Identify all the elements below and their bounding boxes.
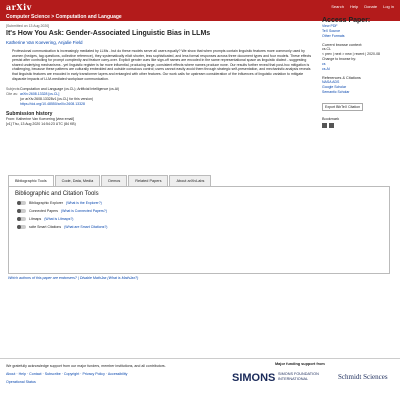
abstract: Professional communication is increasingly mediated by LLMs - but do these models serve all users equally? We show that when prompts contain linguistic features more commonly used by women (hedges, tag questions, collective reference), they systematically elicit shorter, less sophisticated, and less formal responses across three document types and four models. These effects persist after controlling for prompt complexity and feature carry-over. Explicit gender cues like sign-off names are encoded in the same representational space as linguistic dialect - suggesting shared underlying mechanisms - yet linguistic register is far more influential, producing large, consistent effects where names produce none. Our results further reveal that post-hoc mitigation is challenging, because these patterns are culturally embedded and outside conscious control; users cannot easily avoid them through strategic self-presentation, and mechanistic analysis reveals that linguistic features are encoded in early transformer layers and entangled with other features. Our work calls for upstream consideration of the influences of linguistic variation to mitigate disparate impacts of LLM-mediated workplace communication.	[12, 49, 312, 81]
paper-title: It's How You Ask: Gender-Associated Linguistic Bias in LLMs	[6, 30, 211, 37]
tool-hint[interactable]: (What are Smart Citations?)	[64, 225, 108, 229]
tool-scite	[17, 225, 381, 229]
browse-context-label: Current browse context:	[322, 43, 363, 47]
export-bibtex-button[interactable]: Export BibTeX Citation	[322, 103, 363, 111]
footer-left	[6, 362, 236, 386]
footer-links[interactable]: About · Help · Contact · Subscribe · Copyright · Privacy Policy · Accessibility	[6, 372, 128, 376]
tools-title: Bibliographic and Citation Tools	[15, 191, 99, 197]
ref-google-scholar[interactable]: Google Scholar	[322, 85, 347, 89]
search-link[interactable]: Search	[331, 4, 344, 9]
tool-connected-papers	[17, 209, 381, 213]
cite-arxiv-link[interactable]: arXiv:2608.13328 [cs.CL]	[20, 92, 60, 97]
history-title: Submission history	[6, 111, 53, 118]
tools-panel	[8, 186, 390, 274]
browse-context: cs.CL	[322, 47, 331, 51]
share-icon[interactable]	[329, 123, 334, 128]
access-paper-title: Access Paper:	[322, 17, 371, 24]
login-link[interactable]: Log in	[383, 4, 394, 9]
cite-label: Cite as:	[6, 92, 18, 97]
tab-code-data-media[interactable]: Code, Data, Media	[55, 175, 101, 186]
subjects-label: Subjects:	[6, 87, 21, 92]
tool-hint[interactable]: (What is Litmaps?)	[44, 217, 74, 221]
paper-main	[6, 24, 316, 126]
metadata-table	[6, 87, 316, 107]
footer-divider	[0, 358, 400, 359]
schmidt-sciences-logo: Schmidt Sciences	[338, 373, 388, 381]
tool-hint[interactable]: (What is Connected Papers?)	[61, 209, 107, 213]
labs-tabs	[8, 175, 211, 186]
paper-authors[interactable]: Katherine Van Koevering, Anjalie Field	[6, 40, 83, 45]
toggle-switch[interactable]	[17, 225, 26, 229]
tool-label: Bibliographic Explorer	[29, 201, 64, 205]
cite-version[interactable]: (or arXiv:2608.13328v1 [cs.CL] for this version)	[20, 97, 94, 102]
tool-hint[interactable]: (What is the Explorer?)	[66, 201, 102, 205]
arxiv-logo[interactable]: arXiv	[6, 1, 32, 12]
header-actions	[331, 4, 394, 9]
simons-foundation-logo: SIMONS FOUNDATION INTERNATIONAL	[278, 372, 319, 381]
endorsers-link[interactable]: Which authors of this paper are endorsers? | Disable MathJax (What is MathJax?)	[8, 276, 139, 280]
tool-bibliographic-explorer	[17, 201, 381, 205]
operational-status-link[interactable]: Operational Status	[6, 380, 36, 384]
major-funding-label: Major funding support from	[275, 362, 325, 366]
help-link[interactable]: Help	[349, 4, 359, 9]
donate-link[interactable]: Donate	[364, 4, 378, 9]
browse-cs-ai[interactable]: cs.AI	[322, 67, 330, 71]
doi-link[interactable]: https://doi.org/10.48550/arXiv.2608.13328	[20, 102, 85, 107]
subjects-value: Computation and Language (cs.CL); Artificial Intelligence (cs.AI)	[20, 87, 120, 92]
tool-label: Connected Papers	[29, 209, 58, 213]
top-bar	[0, 0, 400, 13]
footer-thanks: We gratefully acknowledge support from our major funders, member institutions, and all contributors.	[6, 364, 166, 368]
toggle-switch[interactable]	[17, 209, 26, 213]
browse-cs[interactable]: cs	[322, 62, 326, 66]
access-links	[322, 24, 396, 39]
refs-title: References & Citations	[322, 76, 361, 80]
breadcrumb[interactable]: Computer Science > Computation and Language	[6, 14, 122, 20]
toggle-switch[interactable]	[17, 201, 26, 205]
tab-related-papers[interactable]: Related Papers	[128, 175, 168, 186]
bookmark-icon[interactable]	[322, 123, 327, 128]
change-browse-label: Change to browse by:	[322, 57, 357, 61]
tab-about-arxivlabs[interactable]: About arXivLabs	[169, 175, 211, 186]
ref-nasa-ads[interactable]: NASA ADS	[322, 80, 340, 84]
history-from: From: Katherine Van Koevering [view email]	[6, 117, 75, 122]
tab-demos[interactable]: Demos	[101, 175, 127, 186]
sidebar	[322, 17, 396, 128]
tab-bibliographic-tools[interactable]: Bibliographic Tools	[8, 175, 54, 186]
submitted-date: [Submitted on 13 Aug 2020]	[6, 24, 50, 28]
history-v1[interactable]: [v1] Thu, 13 Aug 2020 14:54:23 UTC (84 KB)	[6, 121, 76, 126]
toggle-switch[interactable]	[17, 217, 26, 221]
view-pdf-link[interactable]: View PDF	[322, 24, 338, 28]
ref-semantic-scholar[interactable]: Semantic Scholar	[322, 90, 350, 94]
bookmark-label: Bookmark	[322, 117, 340, 121]
simons-logo: SIMONS	[232, 372, 276, 384]
other-formats-link[interactable]: Other Formats	[322, 34, 345, 38]
tool-label: Litmaps	[29, 217, 42, 221]
tex-source-link[interactable]: TeX Source	[322, 29, 341, 33]
tool-label: scite Smart Citations	[29, 225, 62, 229]
browse-nav[interactable]: < prev | next > new | recent | 2020-08	[322, 52, 380, 56]
tool-litmaps	[17, 217, 381, 221]
